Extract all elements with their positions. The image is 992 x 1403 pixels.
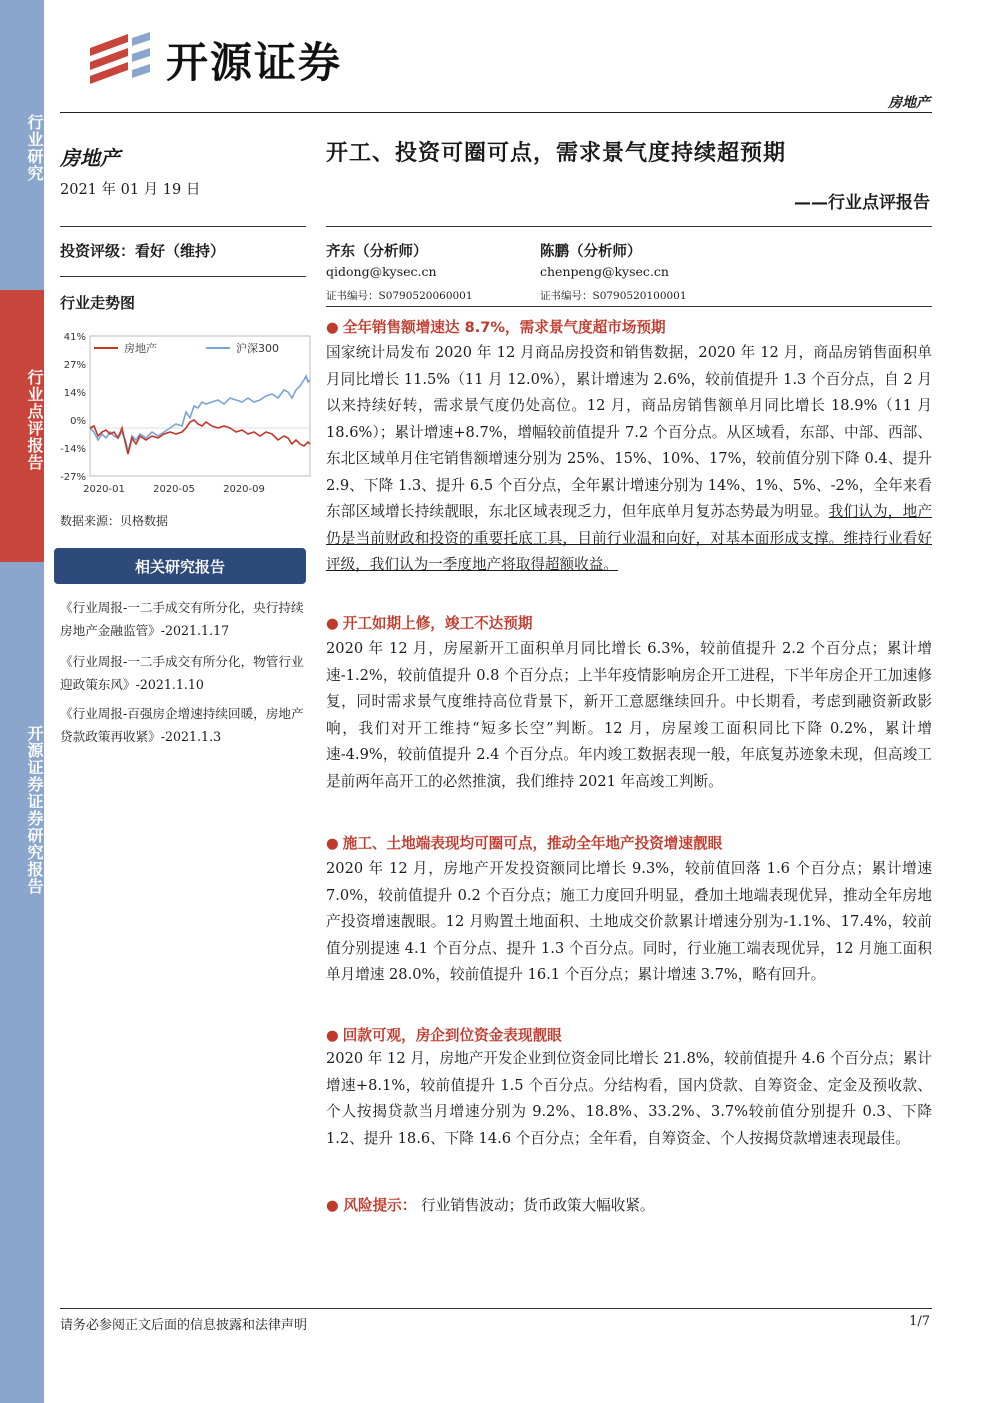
logo-mark-icon: [88, 30, 152, 86]
bullet-icon: ●: [326, 835, 339, 852]
y-tick-label: -27%: [60, 472, 86, 483]
side-label-middle: 行业点评报告: [25, 369, 44, 471]
section-3-title-text: 施工、土地端表现均可圈可点，推动全年地产投资增速靓眼: [342, 835, 723, 852]
y-tick-label: -14%: [60, 444, 86, 455]
footer-disclaimer: 请务必参阅正文后面的信息披露和法律声明: [60, 1318, 308, 1333]
related-item-1[interactable]: 《行业周报-一二手成交有所分化，物管行业迎政策东风》-2021.1.10: [60, 654, 304, 692]
trend-title: 行业走势图: [60, 294, 136, 312]
section-2-title: [326, 612, 532, 633]
page-number: 1/7: [909, 1314, 930, 1329]
x-tick-label: 2020-05: [153, 484, 195, 495]
section-3-title: [326, 832, 722, 853]
section-1-conclusion: 我们认为，地产仍是当前财政和投资的重要托底工具，目前行业温和向好，对基本面形成支撑。维持行业看好评级，我们认为一季度地产将取得超额收益。: [326, 503, 932, 573]
side-band-bottom: [0, 562, 44, 1403]
report-title: 开工、投资可圈可点，需求景气度持续超预期: [326, 140, 787, 166]
series-line-real-estate: [90, 420, 310, 454]
report-subtitle: ——行业点评报告: [794, 193, 930, 213]
bullet-icon: ●: [326, 615, 339, 632]
series-line-hs300: [90, 376, 310, 452]
left-industry: 房地产: [60, 146, 120, 170]
section-1-title-text: 全年销售额增速达 8.7%，需求景气度超市场预期: [342, 319, 666, 336]
section-1-text: 国家统计局发布 2020 年 12 月商品房投资和销售数据，2020 年 12 月，商品房销售面积单月同比增长 11.5%（11 月 12.0%），累计增速为 2.6%，较前值提升 1.3 个百分点，自 2 月以来持续好转，需求景气度仍处高位。12 月，商品房销售额单月同比增长 18.9%（11 月 18.6%）；累计增速+8.7%，增幅较前值提升 7.2 个百分点。从区域看，东部、中部、西部、东北区域单月住宅销售额增速分别为 25%、15%、10%、17%，较前值分别下降 0.4、提升 2.9、下降 1.3、提升 6.5 个百分点，全年累计增速分别为 14%、1%、5%、-2%，全年来看东部区域增长持续靓眼，东北区域表现乏力，但年底单月复苏态势最为明显。: [326, 344, 932, 520]
analyst-1-cert: 证书编号：S0790520100001: [540, 290, 687, 302]
left-rule-2: [60, 276, 306, 277]
bullet-icon: ●: [326, 319, 339, 336]
risk-body: 行业销售波动；货币政策大幅收紧。: [421, 1197, 655, 1214]
y-tick-label: 27%: [63, 360, 86, 371]
y-tick-label: 0%: [70, 416, 86, 427]
y-tick-label: 41%: [63, 332, 86, 343]
section-1-body: [326, 340, 932, 579]
risk-line: [326, 1194, 655, 1215]
rating: 投资评级：看好（维持）: [60, 242, 226, 260]
section-2-title-text: 开工如期上修，竣工不达预期: [342, 615, 533, 632]
section-3-body: 2020 年 12 月，房地产开发投资额同比增长 9.3%，较前值回落 1.6 个百分点；累计增速 7.0%，较前值提升 0.2 个百分点；施工力度回升明显，叠加土地端表现优异，推动全年房地产投资增速靓眼。12 月购置土地面积、土地成交价款累计增速分别为-1.1%、17.4%，较前值分别提速 4.1 个百分点、提升 1.3 个百分点。同时，行业施工端表现优异，12 月施工面积单月增速 28.0%，较前值提升 16.1 个百分点；累计增速 3.7%，略有回升。: [326, 860, 932, 983]
x-tick-label: 2020-09: [223, 484, 265, 495]
bullet-icon: ●: [326, 1197, 339, 1214]
risk-label: 风险提示：: [343, 1197, 417, 1214]
footer-rule: [60, 1308, 932, 1309]
related-item-0[interactable]: 《行业周报-一二手成交有所分化，央行持续房地产金融监管》-2021.1.17: [60, 600, 304, 638]
analyst-1-email[interactable]: chenpeng@kysec.cn: [540, 264, 669, 279]
related-item-2[interactable]: 《行业周报-百强房企增速持续回暖，房地产贷款政策再收紧》-2021.1.3: [60, 706, 304, 744]
header-rule: [60, 112, 932, 113]
title-rule: [326, 226, 932, 227]
x-tick-label: 2020-01: [83, 484, 125, 495]
left-rule-1: [60, 226, 306, 227]
bullet-icon: ●: [326, 1027, 339, 1044]
section-4-title: [326, 1024, 562, 1045]
legend-label-1: 沪深300: [236, 342, 279, 355]
logo: [88, 30, 388, 90]
side-label-bottom: 开源证券证券研究报告: [25, 725, 44, 895]
analyst-rule: [326, 306, 932, 307]
industry-tag: 房地产: [888, 95, 930, 111]
analyst-0-email[interactable]: qidong@kysec.cn: [326, 264, 437, 279]
side-label-top: 行业研究: [25, 114, 44, 182]
related-title: 相关研究报告: [134, 558, 225, 576]
section-1-title: [326, 316, 666, 337]
logo-text: 开源证券: [166, 38, 343, 87]
data-source: 数据来源：贝格数据: [60, 514, 169, 528]
report-date: 2021 年 01 月 19 日: [60, 182, 201, 198]
y-tick-label: 14%: [63, 388, 86, 399]
analyst-0-name: 齐东（分析师）: [326, 244, 428, 260]
legend-label-0: 房地产: [124, 342, 157, 355]
section-4-title-text: 回款可观，房企到位资金表现靓眼: [342, 1027, 562, 1044]
section-2-body: 2020 年 12 月，房屋新开工面积单月同比增长 6.3%，较前值提升 2.2 个百分点；累计增速-1.2%，较前值提升 0.8 个百分点；上半年疫情影响房企开工进程，下半年房企开工加速修复，同时需求景气度维持高位背景下，新开工意愿继续回升。中长期看，考虑到融资新政影响，我们对开工维持“短多长空”判断。12 月，房屋竣工面积同比下降 0.2%，累计增速-4.9%，较前值提升 2.4 个百分点。年内竣工数据表现一般，年底复苏迹象未现，但高竣工是前两年高开工的必然推演，我们维持 2021 年高竣工判断。: [326, 640, 932, 790]
analyst-0-cert: 证书编号：S0790520060001: [326, 290, 473, 302]
trend-chart: [56, 328, 314, 498]
section-4-body: 2020 年 12 月，房地产开发企业到位资金同比增长 21.8%，较前值提升 4.6 个百分点；累计增速+8.1%，较前值提升 1.5 个百分点。分结构看，国内贷款、自筹资金、定金及预收款、个人按揭贷款当月增速分别为 9.2%、18.8%、33.2%、3.7%较前值分别提升 0.3、下降 1.2、提升 18.6、下降 14.6 个百分点；全年看，自筹资金、个人按揭贷款增速表现最佳。: [326, 1050, 932, 1147]
analyst-1-name: 陈鹏（分析师）: [540, 244, 642, 260]
